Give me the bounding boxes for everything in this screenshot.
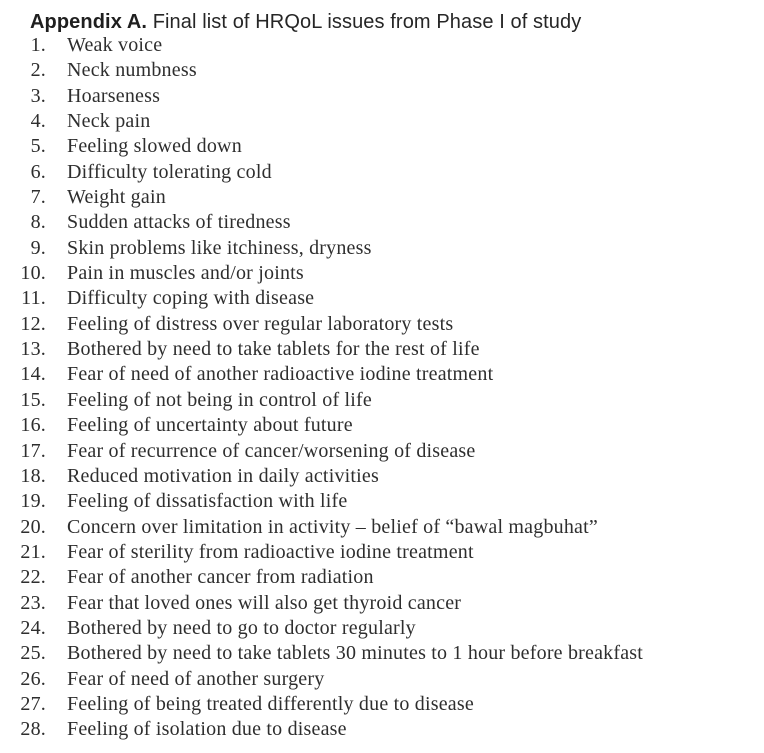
item-number: 23. — [20, 591, 46, 614]
list-item — [20, 540, 754, 565]
item-number: 16. — [20, 414, 46, 437]
item-text: Fear of need of another radioactive iodine treatment — [67, 363, 494, 386]
item-number: 27. — [20, 692, 46, 715]
item-text: Neck numbness — [67, 59, 197, 82]
item-text: Sudden attacks of tiredness — [67, 211, 291, 234]
list-item — [20, 312, 754, 337]
item-number: 28. — [20, 718, 46, 741]
item-text: Difficulty coping with disease — [67, 287, 315, 310]
item-text: Pain in muscles and/or joints — [67, 262, 304, 285]
list-item — [20, 439, 754, 464]
list-item — [20, 565, 754, 590]
list-item — [20, 515, 754, 540]
list-item — [20, 667, 754, 692]
appendix-title-label: Appendix A. — [30, 11, 148, 33]
item-number: 5. — [30, 135, 46, 158]
item-number: 8. — [30, 211, 46, 234]
list-item — [30, 33, 754, 58]
list-item — [30, 109, 754, 134]
item-text: Fear of another cancer from radiation — [67, 566, 374, 589]
list-item — [30, 160, 754, 185]
item-number: 25. — [20, 642, 46, 665]
item-number: 26. — [20, 667, 46, 690]
item-number: 4. — [30, 110, 46, 133]
item-text: Fear of need of another surgery — [67, 667, 325, 690]
item-text: Fear of recurrence of cancer/worsening of disease — [67, 439, 476, 462]
item-number: 13. — [20, 338, 46, 361]
item-text: Weight gain — [67, 186, 166, 209]
item-text: Feeling of dissatisfaction with life — [67, 490, 348, 513]
item-number: 20. — [20, 515, 46, 538]
item-number: 1. — [30, 34, 46, 56]
item-text: Bothered by need to take tablets for the rest of life — [67, 338, 480, 361]
hrqol-list — [20, 33, 754, 743]
item-text: Feeling of uncertainty about future — [67, 414, 353, 437]
item-number: 2. — [30, 59, 46, 82]
item-text: Concern over limitation in activity – belief of “bawal magbuhat” — [67, 515, 598, 538]
list-item — [30, 84, 754, 109]
item-text: Feeling of being treated differently due to disease — [67, 692, 474, 715]
list-item — [20, 261, 754, 286]
item-text: Feeling of isolation due to disease — [67, 718, 347, 741]
item-number: 18. — [20, 464, 46, 487]
item-number: 3. — [30, 84, 46, 107]
item-text: Feeling slowed down — [67, 135, 242, 158]
item-text: Feeling of distress over regular laboratory tests — [67, 312, 454, 335]
item-number: 7. — [30, 186, 46, 209]
list-item — [20, 641, 754, 666]
item-number: 21. — [20, 540, 46, 563]
list-item — [21, 286, 754, 311]
item-text: Difficulty tolerating cold — [67, 160, 272, 183]
list-item — [20, 413, 754, 438]
item-number: 22. — [20, 566, 46, 589]
item-number: 6. — [30, 160, 46, 183]
item-number: 14. — [20, 363, 46, 386]
list-item — [20, 362, 754, 387]
item-text: Fear of sterility from radioactive iodine treatment — [67, 540, 474, 563]
item-text: Fear that loved ones will also get thyroid cancer — [67, 591, 462, 614]
item-text: Neck pain — [67, 110, 151, 133]
list-item — [20, 489, 754, 514]
item-number: 15. — [20, 388, 46, 411]
item-number: 24. — [20, 616, 46, 639]
item-text: Hoarseness — [67, 84, 161, 107]
list-item — [20, 388, 754, 413]
item-number: 12. — [20, 312, 46, 335]
item-number: 9. — [30, 236, 46, 259]
list-item — [20, 337, 754, 362]
item-number: 19. — [20, 490, 46, 513]
appendix-title — [30, 12, 754, 33]
list-item — [20, 464, 754, 489]
list-item — [30, 134, 754, 159]
appendix-title-text: Final list of HRQoL issues from Phase I of study — [147, 11, 582, 33]
item-text: Weak voice — [67, 34, 163, 56]
list-item — [30, 210, 754, 235]
item-number: 10. — [20, 262, 46, 285]
list-item — [20, 717, 754, 742]
list-item — [30, 236, 754, 261]
item-text: Skin problems like itchiness, dryness — [67, 236, 372, 259]
list-item — [20, 591, 754, 616]
list-item — [20, 692, 754, 717]
list-item — [30, 185, 754, 210]
item-text: Feeling of not being in control of life — [67, 388, 372, 411]
item-number: 17. — [20, 439, 46, 462]
list-item — [20, 616, 754, 641]
item-text: Reduced motivation in daily activities — [67, 464, 379, 487]
list-item — [30, 58, 754, 83]
item-number: 11. — [21, 287, 46, 310]
item-text: Bothered by need to go to doctor regularly — [67, 616, 416, 639]
item-text: Bothered by need to take tablets 30 minutes to 1 hour before breakfast — [67, 642, 644, 665]
